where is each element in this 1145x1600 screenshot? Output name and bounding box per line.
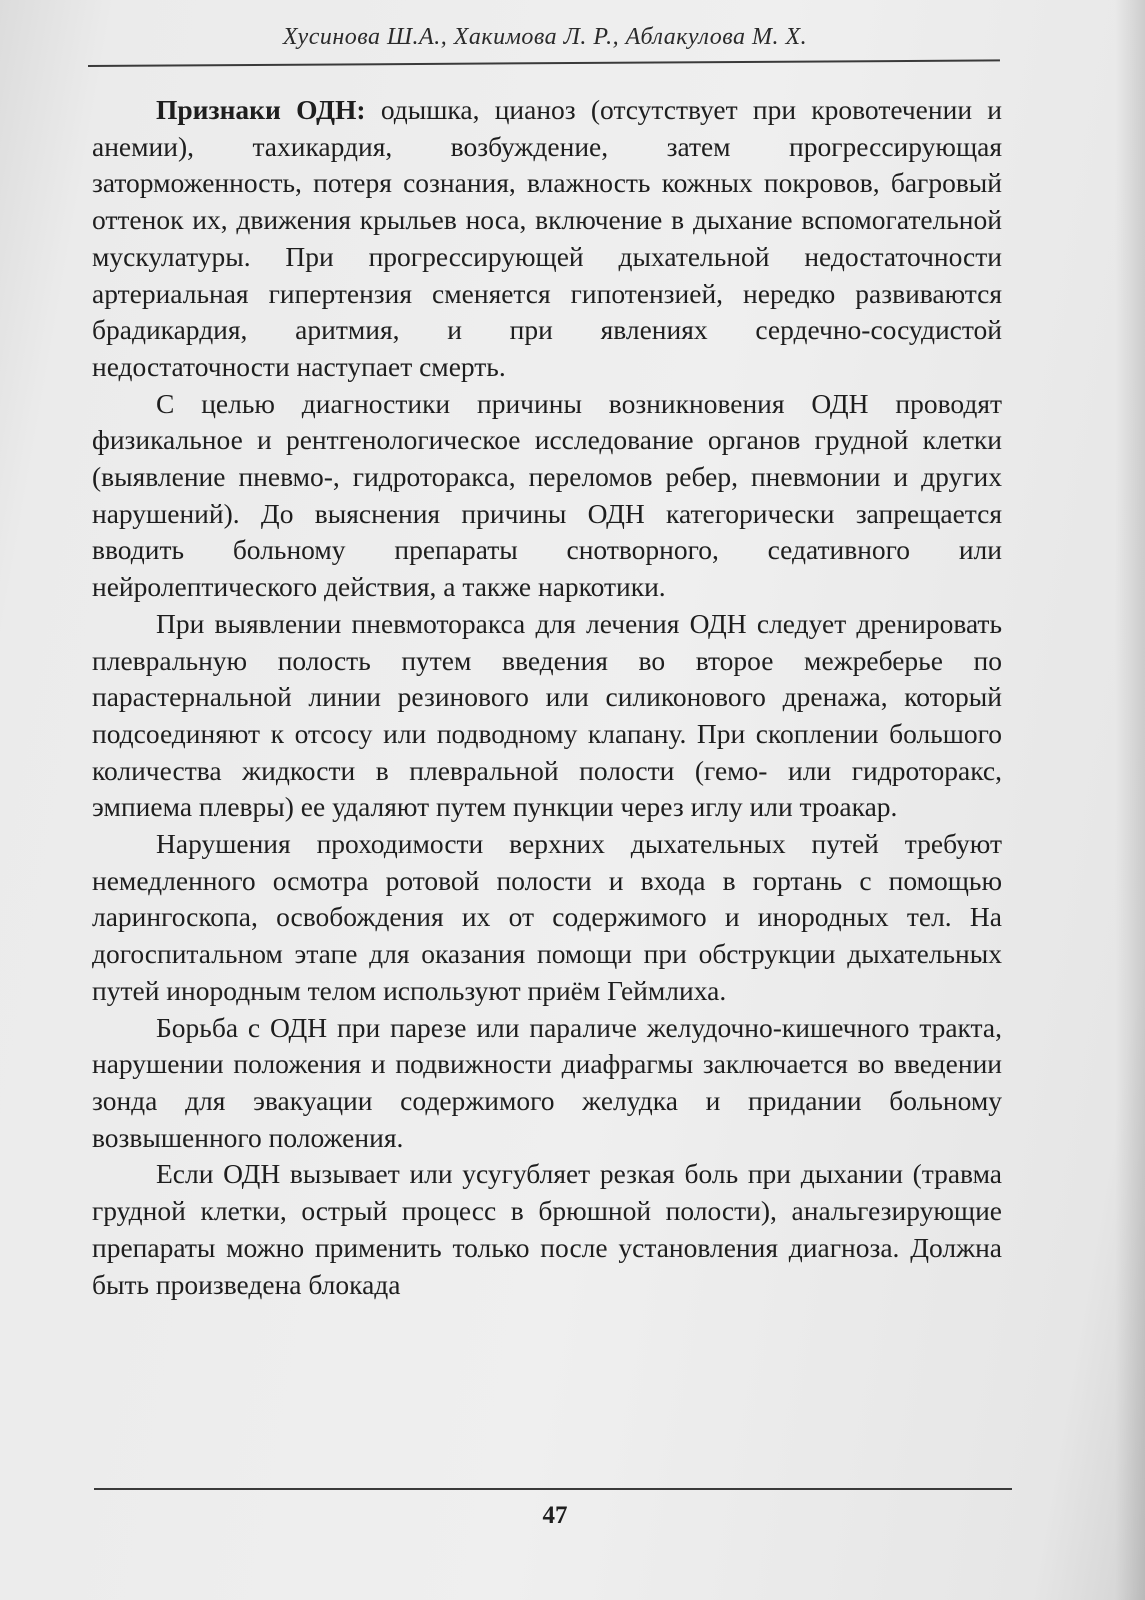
paragraph-pain: Если ОДН вызывает или усугубляет резкая боль при дыхании (травма грудной клетки, острый процесс в брюшной полости), анальгезирующие препараты можно применить только после установления диагноза. Должна быть произведена блокада: [92, 1158, 1002, 1300]
paragraph-signs: [92, 92, 1002, 386]
header-rule: [88, 59, 1000, 67]
paragraph-gastrointestinal: Борьба с ОДН при парезе или параличе желудочно-кишечного тракта, нарушении положения и подвижности диафрагмы заключается во введении зонда для эвакуации содержимого желудка и придании больному возвышенного положения.: [92, 1011, 1002, 1153]
running-header: Хусинова Ш.А., Хакимова Л. Р., Аблакулова М. Х.: [282, 24, 808, 50]
paragraph-airway: Нарушения проходимости верхних дыхательных путей требуют немедленного осмотра ротовой полости и входа в гортань с помощью ларингоскопа, освобождения их от содержимого и инородных тел. На догоспитальном этапе для оказания помощи при обструкции дыхательных путей инородным телом используют приём Геймлиха.: [92, 828, 1002, 1006]
page-edge-shadow: [1115, 0, 1145, 1600]
footer-rule: [94, 1488, 1012, 1490]
page-number: 47: [542, 1502, 568, 1529]
paragraph-diagnostics: С целью диагностики причины возникновения ОДН проводят физикальное и рентгенологическое исследование органов грудной клетки (выявление пневмо-, гидроторакса, переломов ребер, пневмонии и других нарушений). До выяснения причины ОДН категорически запрещается вводить больному препараты снотворного, седативного или нейролептического действия, а также наркотики.: [92, 387, 1002, 603]
paragraph-signs-text: одышка, цианоз (отсутствует при кровотечении и анемии), тахикардия, возбуждение, затем прогрессирующая заторможенность, потеря сознания, влажность кожных покровов, багровый оттенок их, движения крыльев носа, включение в дыхание вспомогательной мускулатуры. При прогрессирующей дыхательной недостаточности артериальная гипертензия сменяется гипотензией, нередко развиваются брадикардия, аритмия, и при явлениях сердечно-сосудистой недостаточности наступает смерть.: [92, 94, 1002, 382]
body-text: [92, 92, 1002, 1303]
paragraph-pneumothorax: При выявлении пневмоторакса для лечения ОДН следует дренировать плевральную полость путем введения во второе межреберье по парастернальной линии резинового или силиконового дренажа, который подсоединяют к отсосу или подводному клапану. При скоплении большого количества жидкости в плевральной полости (гемо- или гидроторакс, эмпиема плевры) ее удаляют путем пункции через иглу или троакар.: [92, 607, 1002, 823]
paragraph-lead: Признаки ОДН:: [156, 94, 366, 125]
